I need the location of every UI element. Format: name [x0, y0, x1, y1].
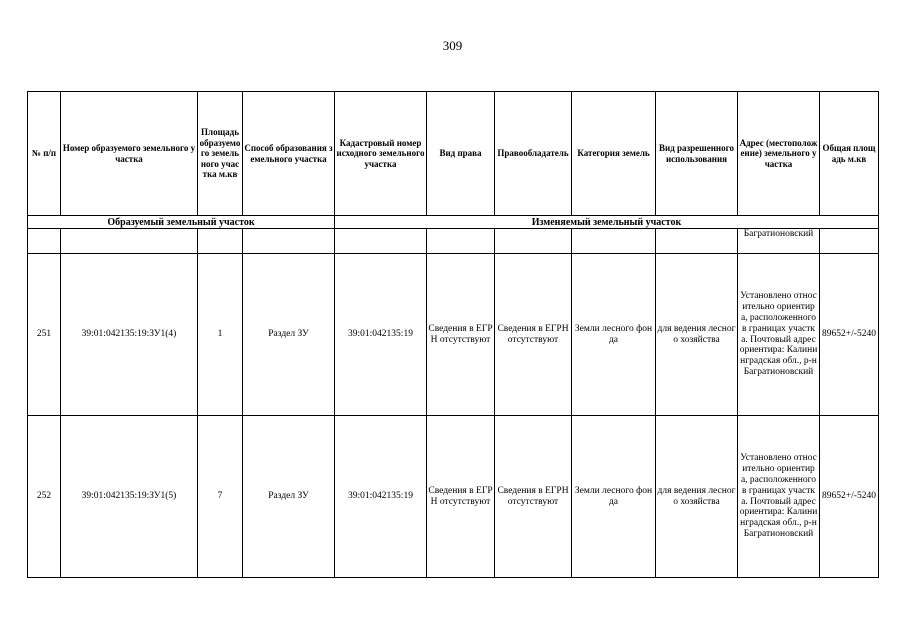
cell: [572, 229, 656, 254]
header-total-area: Общая площадь м.кв: [820, 92, 879, 216]
row-category: Земли лесного фонда: [572, 416, 656, 578]
row-holder: Сведения в ЕГРН отсутствуют: [495, 416, 572, 578]
row-plot-number: 39:01:042135:19:ЗУ1(5): [61, 416, 198, 578]
row-area: 7: [198, 416, 243, 578]
table-row: [28, 416, 879, 578]
row-holder: Сведения в ЕГРН отсутствуют: [495, 254, 572, 416]
row-method: Раздел ЗУ: [243, 254, 335, 416]
row-category: Земли лесного фонда: [572, 254, 656, 416]
header-category: Категория земель: [572, 92, 656, 216]
row-permitted-use: для ведения лесного хозяйства: [656, 254, 738, 416]
row-plot-number: 39:01:042135:19:ЗУ1(4): [61, 254, 198, 416]
row-address: Установлено относительно ориентира, расположенного в границах участка. Почтовый адрес ориентира: Калининградская обл., р-н Багратионовский: [738, 254, 820, 416]
cell: [820, 229, 879, 254]
row-method: Раздел ЗУ: [243, 416, 335, 578]
header-holder: Правообладатель: [495, 92, 572, 216]
table-row: [28, 254, 879, 416]
cell: [335, 229, 427, 254]
row-address: Установлено относительно ориентира, расположенного в границах участка. Почтовый адрес ориентира: Калининградская обл., р-н Багратионовский: [738, 416, 820, 578]
cell: [656, 229, 738, 254]
cell: [28, 229, 61, 254]
row-right-type: Сведения в ЕГРН отсутствуют: [427, 416, 495, 578]
header-method: Способ образования земельного участка: [243, 92, 335, 216]
header-plot-number: Номер образуемого земельного участка: [61, 92, 198, 216]
row-source-cadastral: 39:01:042135:19: [335, 254, 427, 416]
cell: [495, 229, 572, 254]
group-formed: Образуемый земельный участок: [28, 216, 335, 229]
header-area: Площадь образуемого земельного участка м.кв: [198, 92, 243, 216]
header-permitted-use: Вид разрешенного использования: [656, 92, 738, 216]
continuation-row: [28, 229, 879, 254]
cell: [243, 229, 335, 254]
continuation-address: Багратионовский: [738, 229, 820, 254]
row-total-area: 89652+/-5240: [820, 416, 879, 578]
group-row: [28, 216, 879, 229]
page-number: 309: [442, 38, 463, 53]
group-changed: Изменяемый земельный участок: [335, 216, 879, 229]
row-source-cadastral: 39:01:042135:19: [335, 416, 427, 578]
row-num: 252: [28, 416, 61, 578]
header-address: Адрес (местоположение) земельного участка: [738, 92, 820, 216]
header-row: [28, 92, 879, 216]
header-right-type: Вид права: [427, 92, 495, 216]
row-num: 251: [28, 254, 61, 416]
cell: [198, 229, 243, 254]
row-area: 1: [198, 254, 243, 416]
row-right-type: Сведения в ЕГРН отсутствуют: [427, 254, 495, 416]
row-permitted-use: для ведения лесного хозяйства: [656, 416, 738, 578]
row-total-area: 89652+/-5240: [820, 254, 879, 416]
cell: [427, 229, 495, 254]
header-num: № п/п: [28, 92, 61, 216]
land-plots-table: [27, 91, 879, 578]
header-source-cadastral: Кадастровый номер исходного земельного участка: [335, 92, 427, 216]
cell: [61, 229, 198, 254]
